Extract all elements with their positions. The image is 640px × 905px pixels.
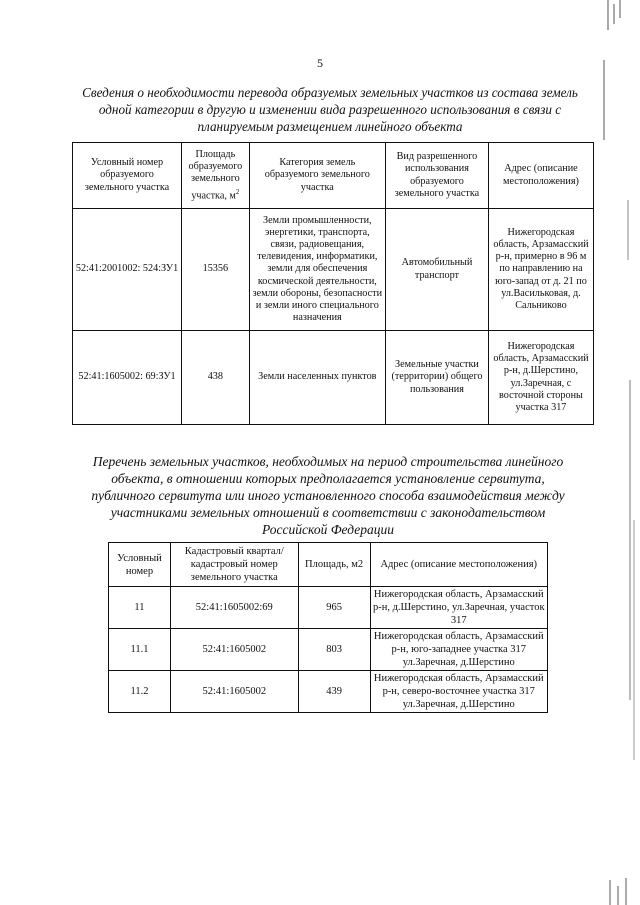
table-header-row	[73, 143, 594, 209]
cell-cond-number: 52:41:2001002: 524:ЗУ1	[73, 209, 182, 331]
cell-cond-number: 11.1	[109, 629, 171, 671]
page-number: 5	[317, 56, 323, 70]
table-row	[109, 671, 548, 713]
header-cond-number: Условный номер образуемого земельного участка	[73, 143, 182, 209]
cell-address: Нижегородская область, Арзамасский р-н, юго-западнее участка 317 ул.Заречная, д.Шерстино	[370, 629, 547, 671]
table-header-row	[109, 543, 548, 587]
table-row	[109, 629, 548, 671]
table-row	[73, 209, 594, 331]
cell-cond-number: 11.2	[109, 671, 171, 713]
cell-category: Земли промышленности, энергетики, транспорта, связи, радиовещания, телевидения, информатики, земли для обеспечения космической деятельности, земли обороны, безопасности и земли иного специального назначения	[249, 209, 385, 331]
cell-category: Земли населенных пунктов	[249, 331, 385, 425]
header-address: Адрес (описание местоположения)	[370, 543, 547, 587]
cell-use-type: Земельные участки (территории) общего пользования	[385, 331, 488, 425]
cell-address: Нижегородская область, Арзамасский р-н, северо-восточнее участка 317 ул.Заречная, д.Шерстино	[370, 671, 547, 713]
table-row	[73, 331, 594, 425]
header-area: Площадь, м2	[298, 543, 370, 587]
cell-cadastral: 52:41:1605002:69	[170, 587, 298, 629]
cell-area: 965	[298, 587, 370, 629]
header-use-type: Вид разрешенного использования образуемого земельного участка	[385, 143, 488, 209]
cell-address: Нижегородская область, Арзамасский р-н, д.Шерстино, ул.Заречная, с восточной стороны участка 317	[488, 331, 593, 425]
section2-heading: Перечень земельных участков, необходимых на период строительства линейного объекта, в отношении которых предполагается установление сервитута, публичного сервитута или иного установленного способа взаимодействия между участниками земельных отношений в соответствии с законодательством Российской Федерации	[91, 454, 565, 537]
land-plots-table	[72, 142, 594, 425]
section1-heading: Сведения о необходимости перевода образуемых земельных участков из состава земель одной категории в другую и изменении вида разрешенного использования в связи с планируемым размещением линейного объекта	[82, 85, 578, 134]
servitude-plots-table	[108, 542, 548, 713]
header-area: Площадь образуемого земельного участка, $м^2$	[182, 143, 250, 209]
cell-use-type: Автомобильный транспорт	[385, 209, 488, 331]
cell-area: 439	[298, 671, 370, 713]
header-cadastral: Кадастровый квартал/ кадастровый номер земельного участка	[170, 543, 298, 587]
scan-edge-marks	[590, 0, 640, 905]
table-row	[109, 587, 548, 629]
header-category: Категория земель образуемого земельного участка	[249, 143, 385, 209]
cell-area: 803	[298, 629, 370, 671]
cell-cadastral: 52:41:1605002	[170, 671, 298, 713]
cell-cadastral: 52:41:1605002	[170, 629, 298, 671]
cell-area: 438	[182, 331, 250, 425]
cell-cond-number: 52:41:1605002: 69:ЗУ1	[73, 331, 182, 425]
header-address: Адрес (описание местоположения)	[488, 143, 593, 209]
cell-address: Нижегородская область, Арзамасский р-н, примерно в 96 м по направлению на юго-запад от д. 21 по ул.Васильковая, д. Сальниково	[488, 209, 593, 331]
header-cond-number: Условный номер	[109, 543, 171, 587]
cell-area: 15356	[182, 209, 250, 331]
cell-cond-number: 11	[109, 587, 171, 629]
cell-address: Нижегородская область, Арзамасский р-н, д.Шерстино, ул.Заречная, участок 317	[370, 587, 547, 629]
